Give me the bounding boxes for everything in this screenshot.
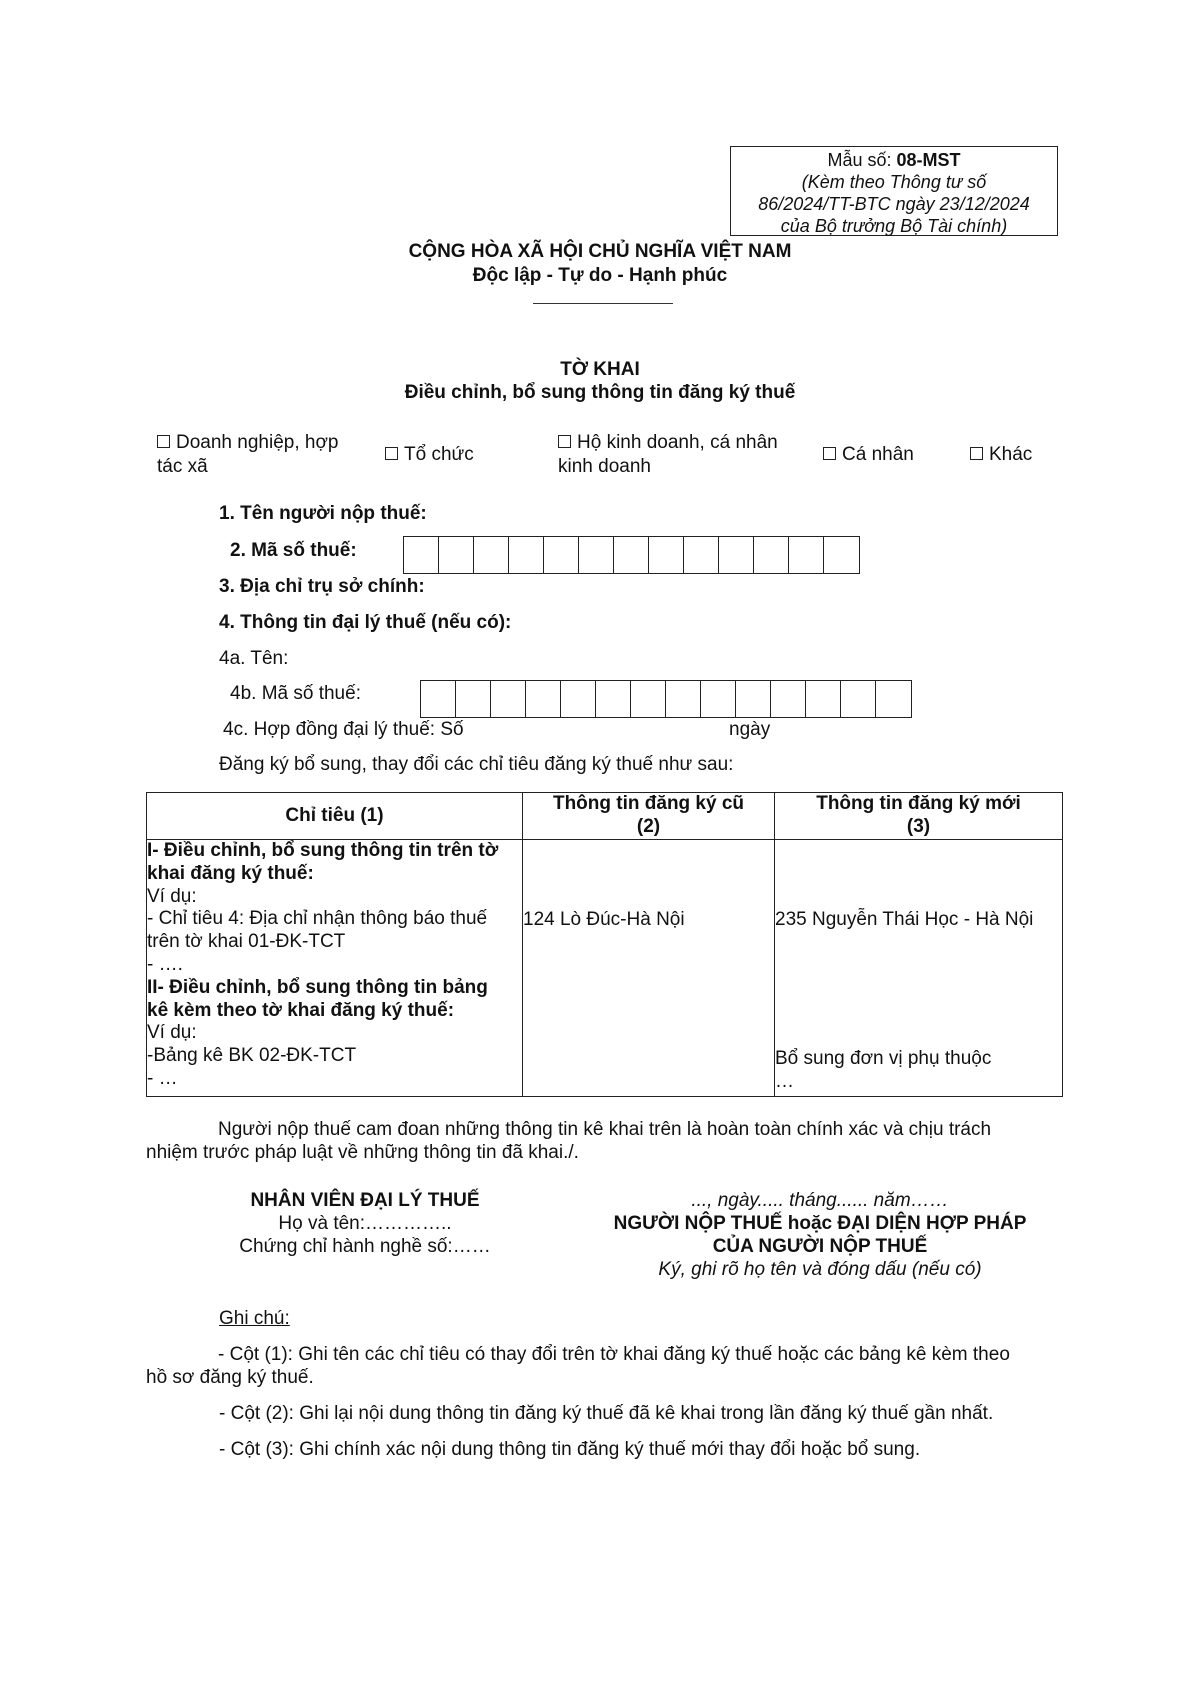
type-other[interactable]: Khác [970,444,1032,467]
col1-header: Chỉ tiêu (1) [147,793,523,840]
col2-header: Thông tin đăng ký cũ (2) [523,793,775,840]
agent-staff-name: Họ và tên:………….. [278,1213,452,1234]
household-checkbox[interactable] [558,435,571,448]
indicator-cell [147,840,523,1097]
digit-box[interactable] [526,681,561,717]
form-title: TỜ KHAI [560,359,640,380]
notes-heading: Ghi chú: [219,1308,290,1329]
type-business[interactable]: Doanh nghiệp, hợp [157,432,338,455]
type-individual[interactable]: Cá nhân [823,444,914,467]
digit-box[interactable] [841,681,876,717]
circular-line-2: 86/2024/TT-BTC ngày 23/12/2024 [758,194,1030,214]
section-1-heading: I- Điều chỉnh, bổ sung thông tin trên tờ [147,840,499,861]
digit-box[interactable] [789,537,824,573]
ellipsis-item: - …. [147,953,183,975]
digit-box[interactable] [596,681,631,717]
new-info-cell [775,840,1063,1097]
agent-staff-certificate: Chứng chỉ hành nghề số:…… [239,1236,491,1257]
digit-box[interactable] [439,537,474,573]
commitment-line-2: nhiệm trước pháp luật về những thông tin đã khai./. [146,1142,579,1163]
tax-code-boxes[interactable] [403,536,860,574]
new-supplement: Bổ sung đơn vị phụ thuộc [775,1047,992,1069]
registration-change-table [146,792,1063,1097]
table-row [147,840,1063,1097]
new-address: 235 Nguyễn Thái Học - Hà Nội [775,909,1034,930]
col3-header: Thông tin đăng ký mới (3) [775,793,1063,840]
tax-agent-info-label: 4. Thông tin đại lý thuế (nếu có): [219,612,512,633]
tax-code-label: 2. Mã số thuế: [230,540,357,561]
individual-checkbox[interactable] [823,447,836,460]
circular-line-3: của Bộ trưởng Bộ Tài chính) [780,216,1008,236]
form-number: Mẫu số: 08-MST [827,150,961,170]
digit-box[interactable] [684,537,719,573]
signature-instruction: Ký, ghi rõ họ tên và đóng dấu (nếu có) [658,1259,982,1280]
taxpayer-signature-title: NGƯỜI NỘP THUẾ hoặc ĐẠI DIỆN HỢP PHÁP [613,1213,1027,1234]
digit-box[interactable] [579,537,614,573]
digit-box[interactable] [614,537,649,573]
digit-box[interactable] [421,681,456,717]
section-2-heading-cont: kê kèm theo tờ khai đăng ký thuế: [147,999,455,1021]
digit-box[interactable] [824,537,859,573]
table-header-row [147,793,1063,840]
digit-box[interactable] [456,681,491,717]
business-checkbox[interactable] [157,435,170,448]
organization-checkbox[interactable] [385,447,398,460]
agent-tax-code-boxes[interactable] [420,680,912,718]
agent-tax-code-label: 4b. Mã số thuế: [230,683,361,704]
digit-box[interactable] [719,537,754,573]
ellipsis-item: - … [147,1067,178,1089]
digit-box[interactable] [754,537,789,573]
digit-box[interactable] [806,681,841,717]
indicator-item: - Chỉ tiêu 4: Địa chỉ nhận thông báo thuế [147,908,488,930]
commitment-line-1: Người nộp thuế cam đoan những thông tin kê khai trên là hoàn toàn chính xác và chịu trách [218,1119,992,1140]
republic-heading: CỘNG HÒA XÃ HỘI CHỦ NGHĨA VIỆT NAM [408,241,792,262]
old-info-cell [523,840,775,1097]
type-household[interactable]: Hộ kinh doanh, cá nhân [558,432,778,455]
digit-box[interactable] [701,681,736,717]
taxpayer-name-label: 1. Tên người nộp thuế: [219,503,427,524]
section-1-heading-cont: khai đăng ký thuế: [147,862,314,884]
digit-box[interactable] [561,681,596,717]
agent-name-label: 4a. Tên: [219,648,289,669]
example-label: Ví dụ: [147,885,197,907]
type-household-line2: kinh doanh [558,456,651,477]
digit-box[interactable] [404,537,439,573]
digit-box[interactable] [509,537,544,573]
motto-underline [533,303,673,304]
digit-box[interactable] [631,681,666,717]
digit-box[interactable] [649,537,684,573]
old-address: 124 Lò Đúc-Hà Nội [523,909,685,930]
table-intro: Đăng ký bổ sung, thay đổi các chỉ tiêu đăng ký thuế như sau: [219,754,734,775]
indicator-item: -Bảng kê BK 02-ĐK-TCT [147,1045,357,1067]
type-business-line2: tác xã [157,456,208,477]
ellipsis-item: … [775,1070,794,1092]
digit-box[interactable] [666,681,701,717]
agent-contract-label: 4c. Hợp đồng đại lý thuế: Số [223,719,464,740]
digit-box[interactable] [876,681,911,717]
head-office-address-label: 3. Địa chỉ trụ sở chính: [219,576,425,597]
digit-box[interactable] [474,537,509,573]
note-column-1: - Cột (1): Ghi tên các chỉ tiêu có thay đổi trên tờ khai đăng ký thuế hoặc các bảng kê kèm theo [218,1344,1010,1365]
digit-box[interactable] [771,681,806,717]
form-number-box [730,146,1058,236]
form-subtitle: Điều chỉnh, bổ sung thông tin đăng ký thuế [404,382,796,403]
type-organization[interactable]: Tổ chức [385,444,474,467]
other-checkbox[interactable] [970,447,983,460]
agent-staff-title: NHÂN VIÊN ĐẠI LÝ THUẾ [250,1190,480,1211]
taxpayer-signature-title-cont: CỦA NGƯỜI NỘP THUẾ [712,1236,928,1257]
example-label: Ví dụ: [147,1022,197,1044]
digit-box[interactable] [491,681,526,717]
motto: Độc lập - Tự do - Hạnh phúc [472,265,728,286]
note-column-1-cont: hồ sơ đăng ký thuế. [146,1367,314,1388]
circular-line-1: (Kèm theo Thông tư số [801,172,987,192]
note-column-2: - Cột (2): Ghi lại nội dung thông tin đăng ký thuế đã kê khai trong lần đăng ký thuế gần nhất. [219,1403,994,1424]
indicator-item-cont: trên tờ khai 01-ĐK-TCT [147,931,346,953]
agent-contract-date-label: ngày [729,719,771,740]
signing-date: ..., ngày..... tháng...... năm…… [691,1190,949,1211]
section-2-heading: II- Điều chỉnh, bổ sung thông tin bảng [147,976,488,998]
digit-box[interactable] [544,537,579,573]
digit-box[interactable] [736,681,771,717]
note-column-3: - Cột (3): Ghi chính xác nội dung thông tin đăng ký thuế mới thay đổi hoặc bổ sung. [219,1439,921,1460]
